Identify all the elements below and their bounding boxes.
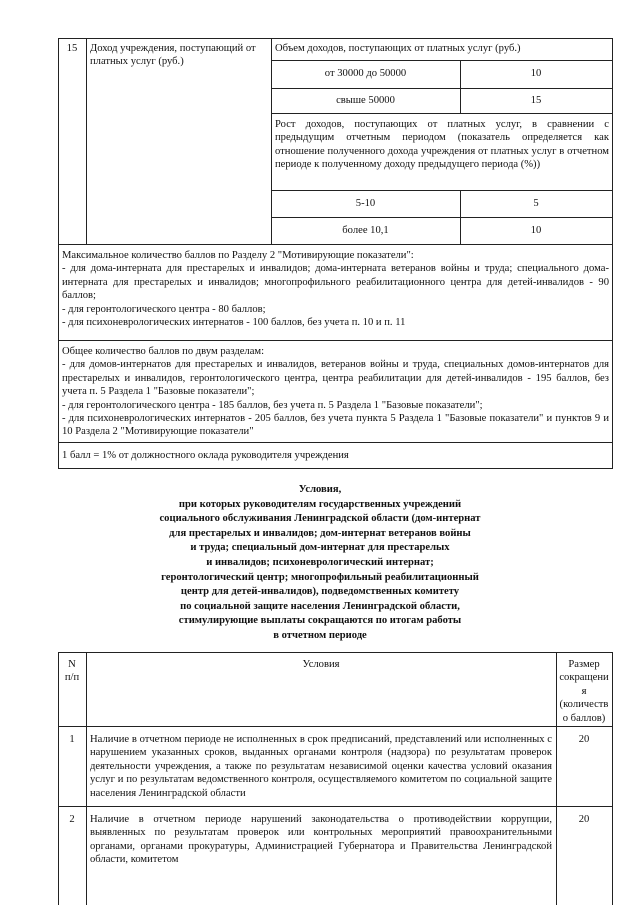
row-number: 2 <box>69 814 75 825</box>
total-points-line: - для геронтологического центра - 185 баллов, без учета п. 5 Раздела 1 "Базовые показатели"; <box>62 399 483 411</box>
header-conditions: Условия <box>302 659 340 670</box>
reduction-points: 20 <box>578 734 590 745</box>
range-cell: 5-10 <box>355 198 376 209</box>
row-number: 15 <box>66 43 78 54</box>
range-cell: от 30000 до 50000 <box>324 68 407 79</box>
section2-max-points <box>62 249 609 329</box>
heading-line: по социальной защите населения Ленинградской области, <box>180 600 460 612</box>
section2-max-title: Максимальное количество баллов по Разделу 2 "Мотивирующие показатели": <box>62 250 414 261</box>
total-points <box>62 345 609 439</box>
point-value-note: 1 балл = 1% от должностного оклада руководителя учреждения <box>62 450 349 461</box>
heading-line: геронтологический центр; многопрофильный реабилитационный <box>161 571 479 583</box>
header-size-line: сокращени <box>559 672 609 684</box>
section2-max-line: - для дома-интерната для престарелых и инвалидов; дома-интерната ветеранов войны и труда; специального дома-интерната для престарелых и инвалидов; многопрофильного реабилитационного центра для детей-инвалидов - 90 баллов; <box>62 263 609 302</box>
heading-line: социального обслуживания Ленинградской области (дом-интернат <box>159 513 481 525</box>
heading-line: для престарелых и инвалидов; дом-интернат ветеранов войны <box>169 527 471 539</box>
header-number-line: N <box>68 659 76 670</box>
indicator-name: Доход учреждения, поступающий от платных услуг (руб.) <box>90 43 256 68</box>
header-size-line: Размер <box>568 659 600 670</box>
conditions-heading <box>100 483 540 644</box>
range-cell: свыше 50000 <box>336 95 395 106</box>
heading-line: и труда; специальный дом-интернат для престарелых <box>190 542 450 554</box>
condition-text: Наличие в отчетном периоде не исполненных в срок предписаний, представлений или исполненных с нарушением указанных сроков, выданных органами контроля (надзора) по результатам проверок деятельности учреждения, а также по результатам независимой оценки качества условий оказания услуг и по результатам ведомственного контроля, осуществляемого комитетом по социальной защите населения Ленинградской области <box>90 734 552 799</box>
header-reduction-size <box>556 658 612 725</box>
heading-line: при которых руководителям государственных учреждений <box>178 498 462 510</box>
section2-max-line: - для психоневрологических интернатов - 100 баллов, без учета п. 10 и п. 11 <box>62 317 406 329</box>
reduction-points: 20 <box>578 814 590 825</box>
condition-text: Наличие в отчетном периоде нарушений законодательства о противодействии коррупции, выявленных по результатам проверок или контрольных мероприятий правоохранительными органами, органами прокуратуры, Администрацией Губернатора и Правительства Ленинградской области, комитетом <box>90 814 552 866</box>
heading-line: центр для детей-инвалидов), подведомственных комитету <box>180 586 460 598</box>
criterion-income-volume-title: Объем доходов, поступающих от платных услуг (руб.) <box>275 43 521 54</box>
header-number <box>58 658 86 685</box>
points-cell: 10 <box>530 225 542 236</box>
section2-max-line: - для геронтологического центра - 80 баллов; <box>62 303 266 315</box>
total-points-title: Общее количество баллов по двум разделам: <box>62 346 265 357</box>
header-size-line: (количеств <box>559 699 609 711</box>
points-cell: 10 <box>530 68 542 79</box>
header-size-line: о баллов) <box>562 712 606 724</box>
heading-line: стимулирующие выплаты сокращаются по итогам работы <box>178 615 462 627</box>
header-number-line: п/п <box>64 672 80 684</box>
range-cell: более 10,1 <box>342 225 389 236</box>
points-cell: 15 <box>530 95 542 106</box>
total-points-line: - для психоневрологических интернатов - 205 баллов, без учета пункта 5 Раздела 1 "Базовые показатели" и пунктов 9 и 10 Раздела 2 "Мотивирующие показатели" <box>62 413 609 438</box>
row-number: 1 <box>69 734 75 745</box>
criterion-income-growth-title: Рост доходов, поступающих от платных услуг, в сравнении с предыдущим отчетным периодом (показатель определяется как отношение полученного дохода учреждения от платных услуг в отчетном периоде к полученному доходу предыдущего периода (%)) <box>275 119 609 171</box>
header-size-line: я <box>581 685 587 697</box>
heading-line: и инвалидов; психоневрологический интернат; <box>206 556 434 568</box>
total-points-line: - для домов-интернатов для престарелых и инвалидов, ветеранов войны и труда, специальных домов-интернатов для престарелых и инвалидов, геронтологического центра, центра реабилитации для детей-инвалидов - 195 баллов, без учета п. 5 Раздела 1 "Базовые показатели"; <box>62 359 609 398</box>
heading-title: Условия, <box>298 484 342 495</box>
points-cell: 5 <box>533 198 539 209</box>
heading-line: в отчетном периоде <box>273 629 367 641</box>
